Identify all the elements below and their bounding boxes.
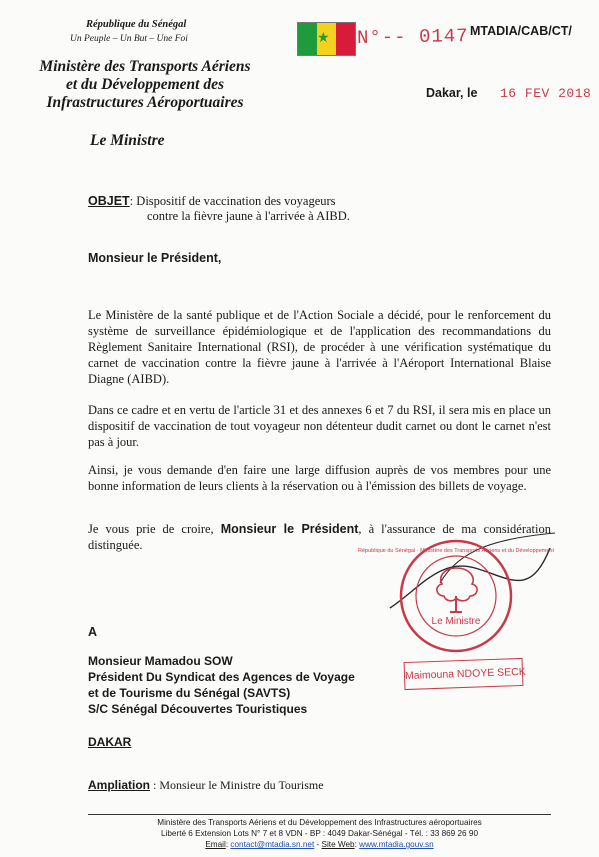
flag-red-band bbox=[336, 23, 355, 55]
senegal-flag bbox=[297, 22, 356, 56]
recipient-line: S/C Sénégal Découvertes Touristiques bbox=[88, 702, 308, 716]
footer-divider bbox=[88, 814, 551, 815]
seal-ring-text: République du Sénégal · Ministère des Transports Aériens et du Développement bbox=[358, 548, 554, 554]
national-motto: Un Peuple – Un But – Une Foi bbox=[70, 34, 188, 44]
closing-addressee: Monsieur le Président bbox=[220, 522, 359, 536]
body-paragraph-1: Le Ministère de la santé publique et de l'Action Sociale a décidé, pour le renforcement du système de surveillance épidémiologique et de l'application des recommandations du Règlement Sanitaire International (RSI), de procéder à une vérification systématique du carnet de vaccination contre la fièvre jaune à l'arrivée à l'Aéroport International Blaise Diagne (AIBD). bbox=[88, 308, 551, 386]
closing-text-start: Je vous prie de croire, bbox=[88, 522, 221, 536]
ampliation-label: Ampliation bbox=[88, 778, 150, 792]
body-paragraph-2: Dans ce cadre et en vertu de l'article 31 et des annexes 6 et 7 du RSI, il sera mis en place un dispositif de vaccination de tout voyageur non détenteur dudit carnet ou dont le carnet n'est pas à jour. bbox=[88, 403, 551, 449]
recipient-line: Monsieur Mamadou SOW bbox=[88, 654, 233, 668]
subject-block bbox=[88, 194, 350, 223]
web-label: Site Web bbox=[321, 840, 355, 849]
subject-label: OBJET bbox=[88, 194, 130, 208]
footer-line-3: Email: contact@mtadia.sn.net - Site Web: www.mtadia.gouv.sn bbox=[205, 840, 434, 849]
recipient-block bbox=[88, 653, 355, 717]
place-label: Dakar, le bbox=[426, 86, 478, 100]
recipient-line: Président Du Syndicat des Agences de Voyage bbox=[88, 670, 355, 684]
minister-title: Le Ministre bbox=[90, 132, 165, 149]
flag-green-band bbox=[298, 23, 317, 55]
flag-yellow-band bbox=[317, 23, 336, 55]
name-stamp: Maimouna NDOYE SECK bbox=[404, 658, 524, 690]
ministry-line: et du Développement des bbox=[66, 76, 224, 93]
footer-line-2: Liberté 6 Extension Lots N° 7 et 8 VDN - BP : 4049 Dakar-Sénégal - Tél. : 33 869 26 90 bbox=[160, 829, 478, 838]
ampliation-text: : Monsieur le Ministre du Tourisme bbox=[150, 778, 324, 792]
footer-line-1: Ministère des Transports Aériens et du Développement des Infrastructures aéroportuaires bbox=[157, 818, 482, 827]
reference-code: MTADIA/CAB/CT/ bbox=[470, 24, 572, 38]
body-paragraph-3: Ainsi, je vous demande d'en faire une large diffusion auprès de vos membres pour une bonne information de leurs clients à la réservation ou à l'émission des billets de voyage. bbox=[88, 463, 551, 493]
subject-line-2: contre la fièvre jaune à l'arrivée à AIBD. bbox=[147, 208, 350, 223]
closing-text-end: , à l'assurance de ma considération distinguée. bbox=[88, 522, 551, 552]
recipient-city: DAKAR bbox=[88, 735, 132, 749]
salutation: Monsieur le Président, bbox=[88, 251, 222, 265]
ministry-name bbox=[30, 58, 260, 112]
recipient-prefix: A bbox=[88, 625, 98, 639]
date-stamp: 16 FEV 2018 bbox=[500, 86, 592, 101]
ministry-line: Ministère des Transports Aériens bbox=[39, 58, 251, 75]
reference-number: N°-- 0147 bbox=[356, 25, 469, 49]
website-link[interactable]: www.mtadia.gouv.sn bbox=[359, 840, 434, 849]
seal-title: Le Ministre bbox=[431, 616, 481, 627]
ministry-line: Infrastructures Aéroportuaires bbox=[46, 94, 244, 111]
official-seal bbox=[358, 538, 554, 654]
email-label: Email bbox=[205, 840, 226, 849]
ampliation bbox=[88, 778, 324, 793]
republic-name: République du Sénégal bbox=[86, 19, 187, 30]
email-link[interactable]: contact@mtadia.sn.net bbox=[230, 840, 315, 849]
star-icon: ★ bbox=[317, 31, 330, 46]
subject-line-1: : Dispositif de vaccination des voyageurs bbox=[129, 194, 336, 208]
recipient-line: et de Tourisme du Sénégal (SAVTS) bbox=[88, 686, 291, 700]
